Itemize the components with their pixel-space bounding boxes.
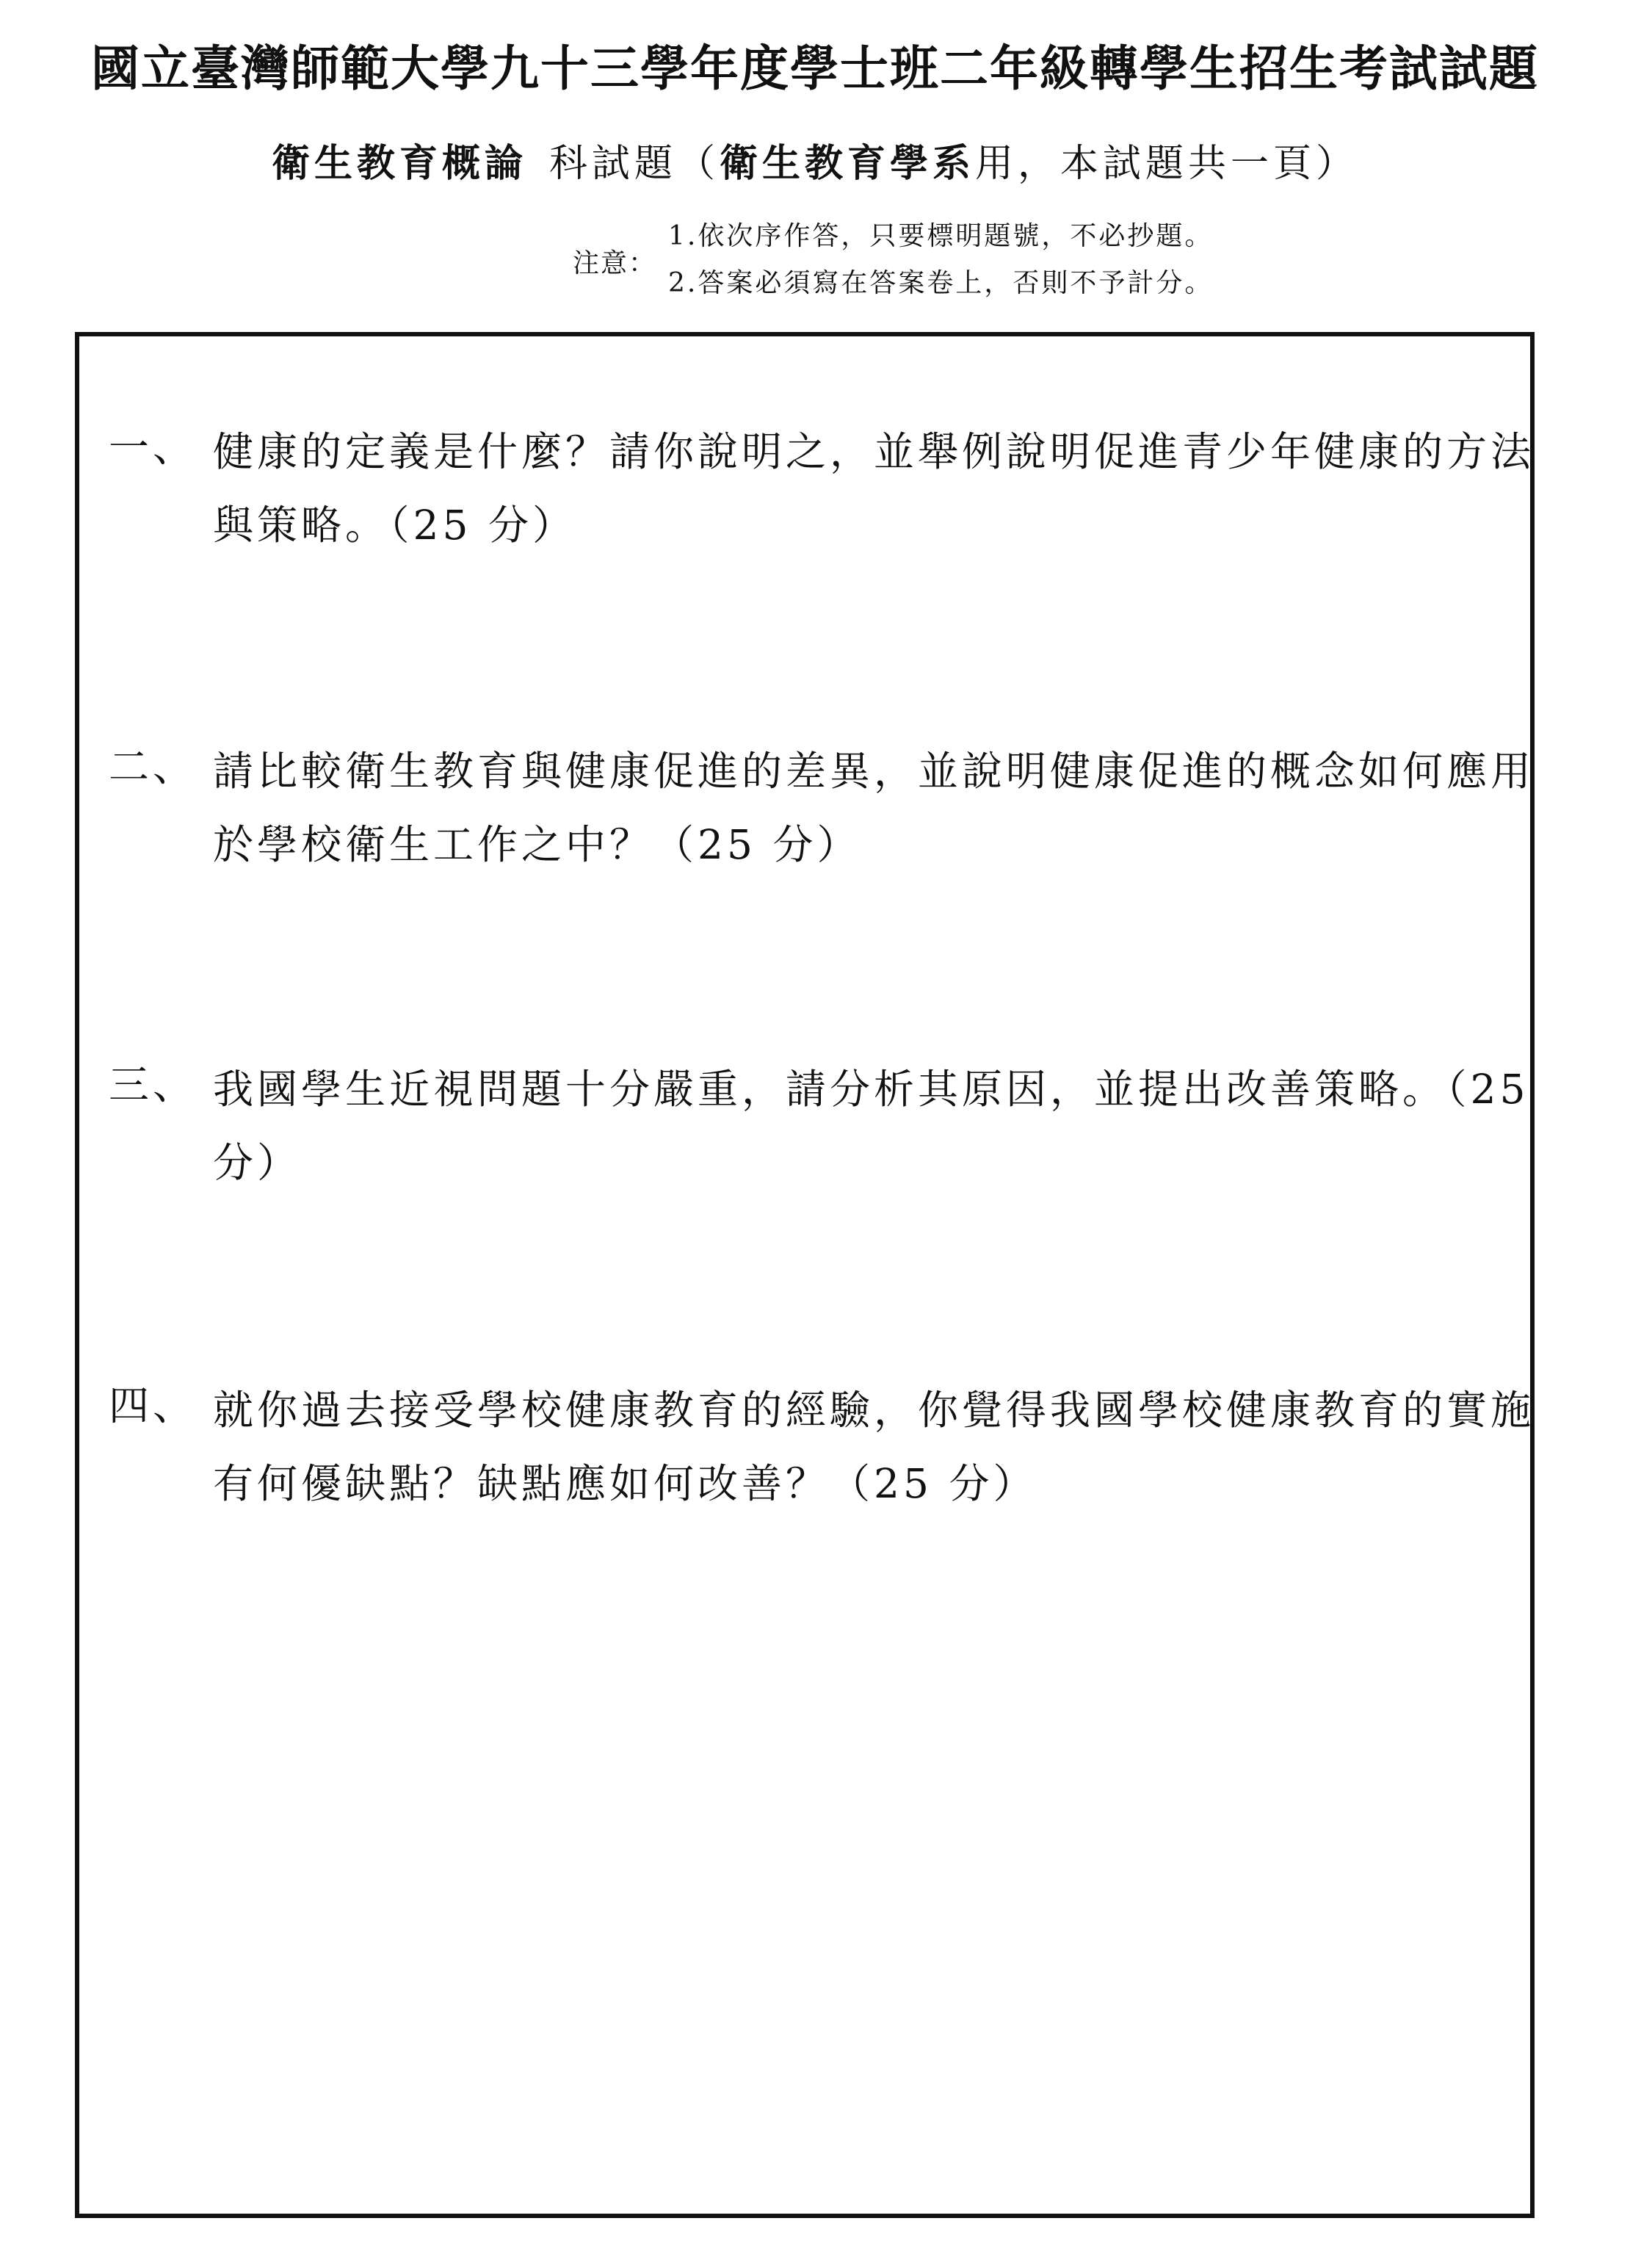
department-suffix: 用，本試題共一頁） <box>975 142 1359 186</box>
exam-title: 國立臺灣師範大學九十三學年度學士班二年級轉學生招生考試試題 <box>91 40 1539 97</box>
exam-subtitle <box>0 132 1630 187</box>
notice-items <box>668 213 1213 307</box>
question-number: 一、 <box>109 424 198 471</box>
notice-item: 2.答案必須寫在答案卷上，否則不予計分。 <box>668 268 1214 298</box>
question-text: 就你過去接受學校健康教育的經驗，你覺得我國學校健康教育的實施有何優缺點？缺點應如何改善？（25 分） <box>213 1387 1535 1507</box>
notice-item: 1.依次序作答，只要標明題號，不必抄題。 <box>668 221 1214 251</box>
question-number: 四、 <box>109 1382 198 1429</box>
question-text: 我國學生近視問題十分嚴重，請分析其原因，並提出改善策略。（25 分） <box>213 1066 1529 1186</box>
subject-suffix: 科試題（ <box>548 142 720 186</box>
question-number: 二、 <box>109 743 198 790</box>
question-number: 三、 <box>109 1061 198 1108</box>
subject-name: 衛生教育概論 <box>271 141 527 186</box>
question-text: 健康的定義是什麼？請你說明之，並舉例說明促進青少年健康的方法與策略。（25 分） <box>213 428 1535 549</box>
department-name: 衛生教育學系 <box>720 141 976 186</box>
question-text: 請比較衛生教育與健康促進的差異，並說明健康促進的概念如何應用於學校衛生工作之中？（25 分） <box>213 748 1535 868</box>
question-frame <box>75 332 1535 2218</box>
notice-label: 注意： <box>573 248 657 278</box>
